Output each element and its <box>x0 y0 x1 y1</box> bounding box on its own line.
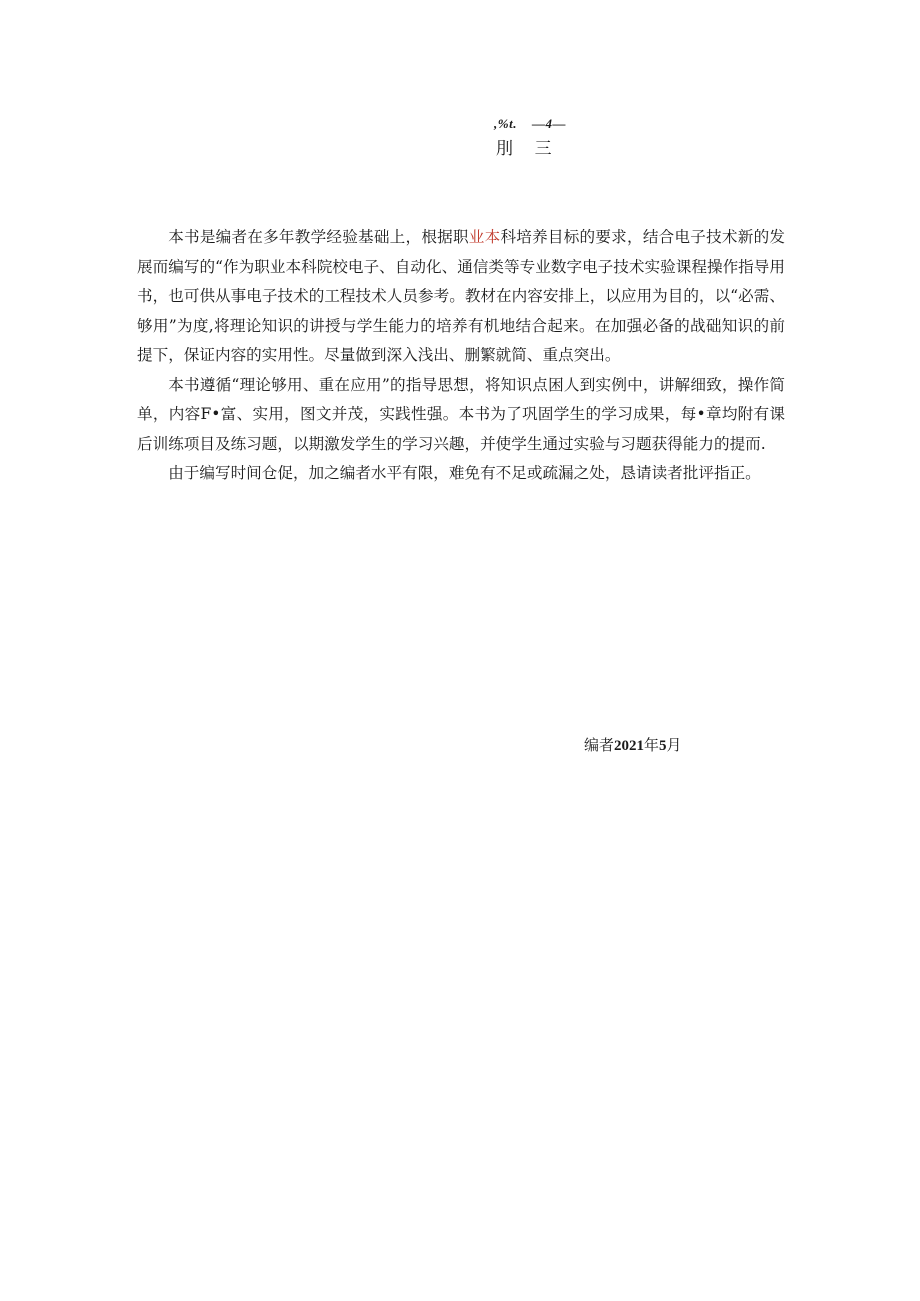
signature-year-suffix: 年 <box>644 736 660 754</box>
paragraph-1-part-b: 科培养目标的要求，结合电子技术新的发展而编写的“作为职业本科院校电子、自动化、通信类等专业数字电子技术实验课程操作指导用书，也可供从事电子技术的工程技术人员参考。教材在内容安排上，以应用为目的，以“必需、够用”为度,将理论知识的讲授与学生能力的培养有机地结合起来。在加强必备的战础知识的前提下，保证内容的实用性。尽量做到深入浅出、删繁就简、重点突出。 <box>137 228 785 364</box>
preface-title: 刖 三 <box>496 139 552 159</box>
signature-prefix: 编者 <box>584 736 615 754</box>
highlighted-text: 业本 <box>468 228 501 246</box>
paragraph-2: 本书遵循“理论够用、重在应用”的指导思想，将知识点困人到实例中，讲解细致，操作简单，内容F•富、实用，图文并茂，实践性强。本书为了巩固学生的学习成果，每•章均附有课后训练项目及练习题，以期激发学生的学习兴趣，并使学生通过实验与习题获得能力的提而. <box>137 375 785 453</box>
paragraph-3: 由于编写时间仓促，加之编者水平有限，难免有不足或疏漏之处，恳请读者批评指正。 <box>168 464 761 482</box>
preface-body <box>137 223 785 489</box>
paragraph-1 <box>137 223 785 371</box>
signature-month-suffix: 月 <box>666 736 682 754</box>
signature-month: 5 <box>659 738 667 754</box>
garbled-header-line: ,%t. —4— <box>494 116 566 131</box>
paragraph-1-part-a: 本书是编者在多年教学经验基础上，根据职 <box>168 228 469 246</box>
signature-year: 2021 <box>614 738 645 754</box>
signature-line <box>584 734 682 755</box>
